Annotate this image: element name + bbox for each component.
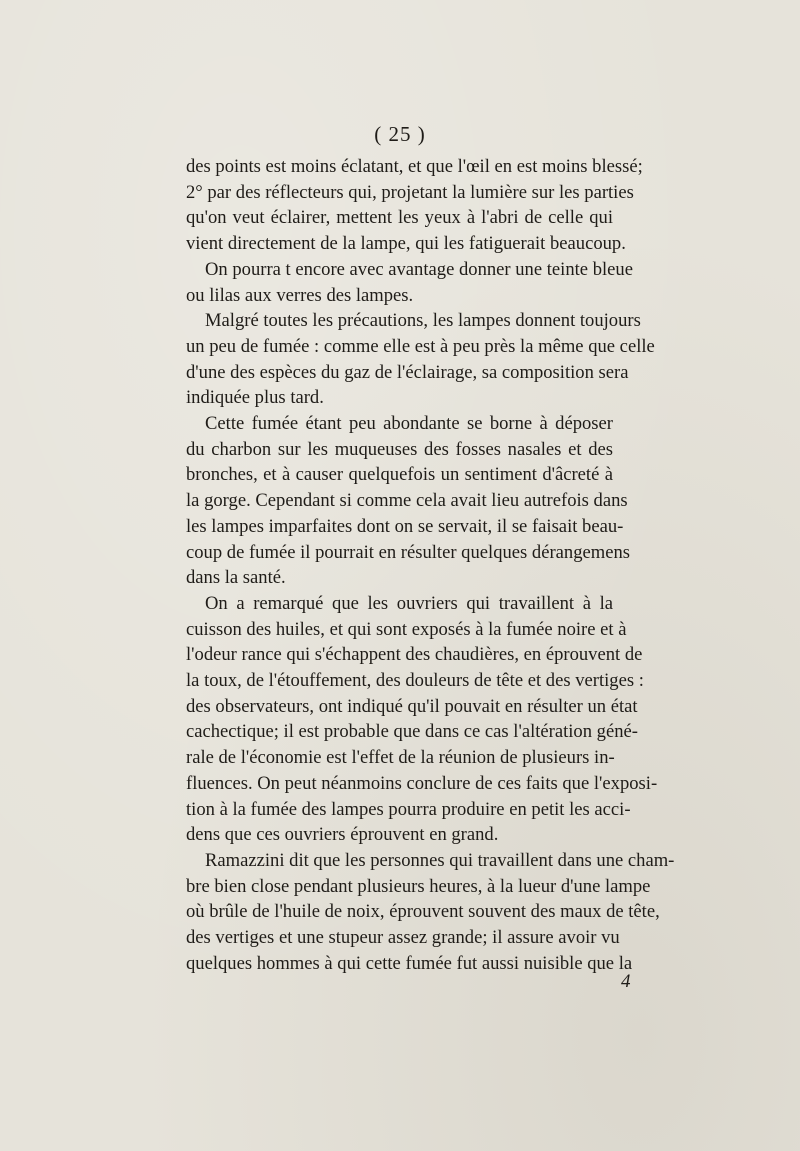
text-line: des observateurs, ont indiqué qu'il pouvait en résulter un état xyxy=(186,695,638,717)
text-line: où brûle de l'huile de noix, éprouvent souvent des maux de tête, xyxy=(186,901,660,923)
text-line: ou lilas aux verres des lampes. xyxy=(186,284,414,306)
text-line: cachectique; il est probable que dans ce cas l'altération géné- xyxy=(186,721,638,743)
text-line: bre bien close pendant plusieurs heures, à la lueur d'une lampe xyxy=(186,875,651,897)
text-line: bronches, et à causer quelquefois un sentiment d'âcreté à xyxy=(186,464,613,486)
text-line: d'une des espèces du gaz de l'éclairage, sa composition sera xyxy=(186,361,629,383)
text-line: rale de l'économie est l'effet de la réunion de plusieurs in- xyxy=(186,747,615,769)
text-line: fluences. On peut néanmoins conclure de ces faits que l'exposi- xyxy=(186,772,658,794)
page-number: ( 25 ) xyxy=(374,122,426,146)
text-line: On a remarqué que les ouvriers qui travaillent à la xyxy=(205,592,613,614)
text-line: la toux, de l'étouffement, des douleurs de tête et des vertiges : xyxy=(186,670,644,692)
text-line: la gorge. Cependant si comme cela avait lieu autrefois dans xyxy=(186,490,628,512)
text-line: coup de fumée il pourrait en résulter quelques dérangemens xyxy=(186,541,631,563)
text-line: 2° par des réflecteurs qui, projetant la lumière sur les parties xyxy=(186,181,634,203)
text-line: cuisson des huiles, et qui sont exposés à la fumée noire et à xyxy=(186,618,627,640)
text-line: des vertiges et une stupeur assez grande; il assure avoir vu xyxy=(186,927,620,949)
text-line: un peu de fumée : comme elle est à peu près la même que celle xyxy=(186,335,655,357)
text-line: quelques hommes à qui cette fumée fut aussi nuisible que la xyxy=(186,952,633,974)
text-line: vient directement de la lampe, qui les fatiguerait beaucoup. xyxy=(186,233,626,255)
body-text xyxy=(186,154,675,977)
signature-mark: 4 xyxy=(621,971,631,992)
text-line: des points est moins éclatant, et que l'œil en est moins blessé; xyxy=(186,156,643,177)
text-line: Ramazzini dit que les personnes qui travaillent dans une cham- xyxy=(205,849,675,871)
text-line: dans la santé. xyxy=(186,567,286,589)
text-line: les lampes imparfaites dont on se servait, il se faisait beau- xyxy=(186,515,624,537)
text-line: l'odeur rance qui s'échappent des chaudières, en éprouvent de xyxy=(186,644,643,666)
text-line: qu'on veut éclairer, mettent les yeux à l'abri de celle qui xyxy=(186,207,613,229)
text-line: indiquée plus tard. xyxy=(186,387,324,409)
text-line: Malgré toutes les précautions, les lampes donnent toujours xyxy=(205,310,641,332)
text-line: tion à la fumée des lampes pourra produire en petit les acci- xyxy=(186,798,631,820)
text-line: dens que ces ouvriers éprouvent en grand. xyxy=(186,824,499,846)
text-line: du charbon sur les muqueuses des fosses nasales et des xyxy=(186,438,613,460)
text-line: On pourra t encore avec avantage donner une teinte bleue xyxy=(205,258,633,280)
text-line: Cette fumée étant peu abondante se borne à déposer xyxy=(205,413,613,435)
